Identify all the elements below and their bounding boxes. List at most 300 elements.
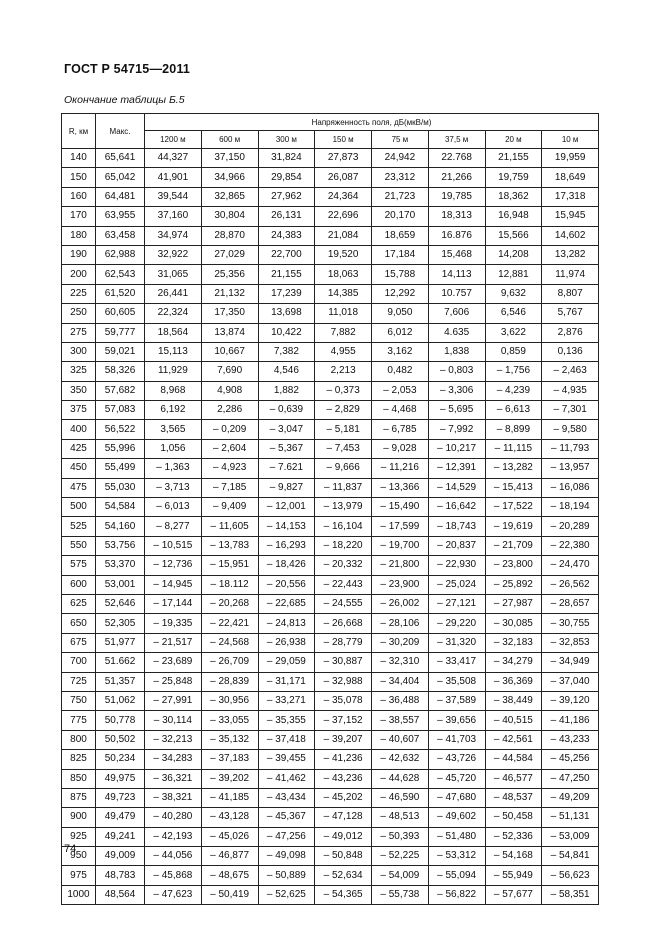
value-cell: – 41,703 <box>428 730 485 749</box>
value-cell: – 12,736 <box>145 556 202 575</box>
distance-cell: 925 <box>62 827 96 846</box>
distance-cell: 525 <box>62 517 96 536</box>
value-cell: – 28,106 <box>372 614 429 633</box>
value-cell: – 18.112 <box>201 575 258 594</box>
distance-cell: 250 <box>62 304 96 323</box>
max-value-cell: 61,520 <box>96 284 145 303</box>
value-cell: – 4,468 <box>372 401 429 420</box>
value-cell: 21,155 <box>258 265 315 284</box>
document-header: ГОСТ Р 54715—2011 <box>64 62 191 76</box>
table-row <box>62 207 599 226</box>
value-cell: – 50,393 <box>372 827 429 846</box>
value-cell: – 25,848 <box>145 672 202 691</box>
value-cell: 18,564 <box>145 323 202 342</box>
value-cell: – 1,756 <box>485 362 542 381</box>
value-cell: – 22,421 <box>201 614 258 633</box>
table-row <box>62 672 599 691</box>
distance-cell: 725 <box>62 672 96 691</box>
value-cell: – 51,480 <box>428 827 485 846</box>
value-cell: – 16,642 <box>428 498 485 517</box>
value-cell: 30,804 <box>201 207 258 226</box>
value-cell: – 44,628 <box>372 769 429 788</box>
value-cell: 28,870 <box>201 226 258 245</box>
value-cell: – 28,657 <box>542 594 599 613</box>
table-row <box>62 245 599 264</box>
value-cell: – 39,120 <box>542 691 599 710</box>
value-cell: – 47,256 <box>258 827 315 846</box>
max-value-cell: 65,042 <box>96 168 145 187</box>
value-cell: – 14,529 <box>428 478 485 497</box>
value-cell: 19,759 <box>485 168 542 187</box>
distance-cell: 325 <box>62 362 96 381</box>
value-cell: – 16,086 <box>542 478 599 497</box>
value-cell: – 20,268 <box>201 594 258 613</box>
value-cell: – 33,055 <box>201 711 258 730</box>
value-cell: 44,327 <box>145 149 202 168</box>
value-cell: 27,962 <box>258 187 315 206</box>
value-cell: – 22,380 <box>542 536 599 555</box>
table-row <box>62 750 599 769</box>
value-cell: – 49,602 <box>428 808 485 827</box>
value-cell: 14,113 <box>428 265 485 284</box>
value-cell: – 37,040 <box>542 672 599 691</box>
value-cell: 16.876 <box>428 226 485 245</box>
value-cell: – 28,839 <box>201 672 258 691</box>
table-row <box>62 187 599 206</box>
value-cell: – 53,312 <box>428 847 485 866</box>
value-cell: – 13,366 <box>372 478 429 497</box>
value-cell: – 23,689 <box>145 653 202 672</box>
value-cell: 14,385 <box>315 284 372 303</box>
value-cell: 22,696 <box>315 207 372 226</box>
value-cell: – 34,404 <box>372 672 429 691</box>
value-cell: – 13,957 <box>542 459 599 478</box>
value-cell: 15,788 <box>372 265 429 284</box>
value-cell: – 34,279 <box>485 653 542 672</box>
value-cell: – 30,085 <box>485 614 542 633</box>
value-cell: – 29,059 <box>258 653 315 672</box>
max-value-cell: 63,458 <box>96 226 145 245</box>
table-row <box>62 808 599 827</box>
table-row <box>62 691 599 710</box>
table-row <box>62 265 599 284</box>
value-cell: – 50,419 <box>201 885 258 904</box>
value-cell: 7,882 <box>315 323 372 342</box>
value-cell: – 45,868 <box>145 866 202 885</box>
value-cell: – 17,599 <box>372 517 429 536</box>
value-cell: – 35,508 <box>428 672 485 691</box>
max-value-cell: 59,777 <box>96 323 145 342</box>
value-cell: 31,824 <box>258 149 315 168</box>
table-row <box>62 594 599 613</box>
value-cell: 15,566 <box>485 226 542 245</box>
max-value-cell: 59,021 <box>96 342 145 361</box>
value-cell: – 32,213 <box>145 730 202 749</box>
value-cell: 22,324 <box>145 304 202 323</box>
value-cell: 18,649 <box>542 168 599 187</box>
distance-cell: 900 <box>62 808 96 827</box>
max-value-cell: 57,083 <box>96 401 145 420</box>
distance-cell: 750 <box>62 691 96 710</box>
value-cell: – 38,449 <box>485 691 542 710</box>
value-cell: – 42,193 <box>145 827 202 846</box>
value-cell: 41,901 <box>145 168 202 187</box>
value-cell: 17,184 <box>372 245 429 264</box>
value-cell: – 3,306 <box>428 381 485 400</box>
value-cell: – 47,623 <box>145 885 202 904</box>
value-cell: – 33,271 <box>258 691 315 710</box>
value-cell: – 36,488 <box>372 691 429 710</box>
distance-cell: 550 <box>62 536 96 555</box>
value-cell: – 33,417 <box>428 653 485 672</box>
value-cell: 25,356 <box>201 265 258 284</box>
max-value-cell: 54,160 <box>96 517 145 536</box>
value-cell: – 52,225 <box>372 847 429 866</box>
table-row <box>62 401 599 420</box>
value-cell: – 53,009 <box>542 827 599 846</box>
max-value-cell: 53,756 <box>96 536 145 555</box>
value-cell: – 44,584 <box>485 750 542 769</box>
value-cell: – 47,250 <box>542 769 599 788</box>
value-cell: 8,807 <box>542 284 599 303</box>
value-cell: – 38,557 <box>372 711 429 730</box>
value-cell: – 45,202 <box>315 788 372 807</box>
value-cell: – 43,726 <box>428 750 485 769</box>
max-value-cell: 53,001 <box>96 575 145 594</box>
value-cell: 21,084 <box>315 226 372 245</box>
table-row <box>62 362 599 381</box>
value-cell: 1,838 <box>428 342 485 361</box>
value-cell: – 49,098 <box>258 847 315 866</box>
value-cell: – 23,900 <box>372 575 429 594</box>
distance-cell: 950 <box>62 847 96 866</box>
value-cell: – 17,522 <box>485 498 542 517</box>
value-cell: – 14,153 <box>258 517 315 536</box>
value-cell: – 54,009 <box>372 866 429 885</box>
value-cell: – 5,181 <box>315 420 372 439</box>
table-row <box>62 769 599 788</box>
value-cell: 5,767 <box>542 304 599 323</box>
value-cell: 24,364 <box>315 187 372 206</box>
value-cell: 13,282 <box>542 245 599 264</box>
table-row <box>62 478 599 497</box>
table-row <box>62 342 599 361</box>
value-cell: 37,160 <box>145 207 202 226</box>
value-cell: – 24,813 <box>258 614 315 633</box>
value-cell: – 51,131 <box>542 808 599 827</box>
value-cell: – 19,700 <box>372 536 429 555</box>
value-cell: 19,520 <box>315 245 372 264</box>
value-cell: – 15,951 <box>201 556 258 575</box>
value-cell: – 45,026 <box>201 827 258 846</box>
value-cell: – 47,128 <box>315 808 372 827</box>
column-header-height: 37,5 м <box>428 131 485 149</box>
table-row <box>62 420 599 439</box>
value-cell: – 56,822 <box>428 885 485 904</box>
value-cell: 22.768 <box>428 149 485 168</box>
max-value-cell: 65,641 <box>96 149 145 168</box>
value-cell: – 3,713 <box>145 478 202 497</box>
value-cell: – 0,373 <box>315 381 372 400</box>
table-row <box>62 711 599 730</box>
value-cell: – 34,283 <box>145 750 202 769</box>
value-cell: – 37,152 <box>315 711 372 730</box>
value-cell: 3,565 <box>145 420 202 439</box>
value-cell: – 30,114 <box>145 711 202 730</box>
max-value-cell: 50,778 <box>96 711 145 730</box>
value-cell: – 7.621 <box>258 459 315 478</box>
table-row <box>62 168 599 187</box>
value-cell: 18,362 <box>485 187 542 206</box>
table-row <box>62 556 599 575</box>
value-cell: – 41,185 <box>201 788 258 807</box>
value-cell: – 54,365 <box>315 885 372 904</box>
value-cell: 26,131 <box>258 207 315 226</box>
value-cell: 21,723 <box>372 187 429 206</box>
max-value-cell: 52,305 <box>96 614 145 633</box>
distance-cell: 700 <box>62 653 96 672</box>
distance-cell: 625 <box>62 594 96 613</box>
value-cell: 4,908 <box>201 381 258 400</box>
value-cell: – 49,012 <box>315 827 372 846</box>
value-cell: 11,929 <box>145 362 202 381</box>
value-cell: 32,865 <box>201 187 258 206</box>
value-cell: – 2,829 <box>315 401 372 420</box>
value-cell: 26,087 <box>315 168 372 187</box>
value-cell: – 38,321 <box>145 788 202 807</box>
value-cell: 3,622 <box>485 323 542 342</box>
max-value-cell: 49,723 <box>96 788 145 807</box>
value-cell: – 27,121 <box>428 594 485 613</box>
max-value-cell: 56,522 <box>96 420 145 439</box>
value-cell: 7,382 <box>258 342 315 361</box>
value-cell: – 49,209 <box>542 788 599 807</box>
value-cell: – 10,217 <box>428 439 485 458</box>
value-cell: – 12,001 <box>258 498 315 517</box>
value-cell: – 2,463 <box>542 362 599 381</box>
value-cell: 13,874 <box>201 323 258 342</box>
max-value-cell: 63,955 <box>96 207 145 226</box>
table-row <box>62 633 599 652</box>
value-cell: – 14,945 <box>145 575 202 594</box>
table-row <box>62 653 599 672</box>
value-cell: – 55,738 <box>372 885 429 904</box>
value-cell: – 16,104 <box>315 517 372 536</box>
value-cell: – 26,709 <box>201 653 258 672</box>
distance-cell: 150 <box>62 168 96 187</box>
value-cell: – 19,335 <box>145 614 202 633</box>
table-row <box>62 730 599 749</box>
value-cell: – 0,639 <box>258 401 315 420</box>
value-cell: 21,266 <box>428 168 485 187</box>
value-cell: 34,974 <box>145 226 202 245</box>
value-cell: – 2,053 <box>372 381 429 400</box>
table-row <box>62 536 599 555</box>
value-cell: – 3,047 <box>258 420 315 439</box>
table-row <box>62 517 599 536</box>
value-cell: – 30,209 <box>372 633 429 652</box>
value-cell: 18,313 <box>428 207 485 226</box>
value-cell: 6,546 <box>485 304 542 323</box>
max-value-cell: 55,030 <box>96 478 145 497</box>
value-cell: 14,602 <box>542 226 599 245</box>
value-cell: – 41,186 <box>542 711 599 730</box>
max-value-cell: 62,988 <box>96 245 145 264</box>
table-row <box>62 614 599 633</box>
value-cell: 2,213 <box>315 362 372 381</box>
value-cell: – 55,949 <box>485 866 542 885</box>
distance-cell: 275 <box>62 323 96 342</box>
value-cell: – 24,470 <box>542 556 599 575</box>
value-cell: – 11,216 <box>372 459 429 478</box>
distance-cell: 180 <box>62 226 96 245</box>
value-cell: 19,785 <box>428 187 485 206</box>
value-cell: – 20,556 <box>258 575 315 594</box>
value-cell: – 27,991 <box>145 691 202 710</box>
value-cell: 2,876 <box>542 323 599 342</box>
max-value-cell: 51,357 <box>96 672 145 691</box>
distance-cell: 300 <box>62 342 96 361</box>
value-cell: 26,441 <box>145 284 202 303</box>
max-value-cell: 50,234 <box>96 750 145 769</box>
value-cell: 13,698 <box>258 304 315 323</box>
table-row <box>62 439 599 458</box>
value-cell: – 42,561 <box>485 730 542 749</box>
value-cell: – 20,837 <box>428 536 485 555</box>
value-cell: – 15,490 <box>372 498 429 517</box>
value-cell: – 4,239 <box>485 381 542 400</box>
value-cell: – 36,369 <box>485 672 542 691</box>
value-cell: – 6,785 <box>372 420 429 439</box>
value-cell: 12,881 <box>485 265 542 284</box>
value-cell: – 18,220 <box>315 536 372 555</box>
column-header-height: 300 м <box>258 131 315 149</box>
column-header-height: 600 м <box>201 131 258 149</box>
distance-cell: 675 <box>62 633 96 652</box>
value-cell: – 7,301 <box>542 401 599 420</box>
value-cell: 27,029 <box>201 245 258 264</box>
max-value-cell: 58,326 <box>96 362 145 381</box>
max-value-cell: 57,682 <box>96 381 145 400</box>
value-cell: 22,700 <box>258 245 315 264</box>
value-cell: – 23,800 <box>485 556 542 575</box>
table-row <box>62 226 599 245</box>
value-cell: – 24,555 <box>315 594 372 613</box>
value-cell: – 55,094 <box>428 866 485 885</box>
table-row <box>62 498 599 517</box>
value-cell: – 6,613 <box>485 401 542 420</box>
value-cell: 3,162 <box>372 342 429 361</box>
value-cell: – 31,320 <box>428 633 485 652</box>
max-value-cell: 55,499 <box>96 459 145 478</box>
value-cell: – 9,580 <box>542 420 599 439</box>
value-cell: 21,155 <box>485 149 542 168</box>
table-row <box>62 847 599 866</box>
value-cell: – 54,841 <box>542 847 599 866</box>
value-cell: – 15,413 <box>485 478 542 497</box>
max-value-cell: 51,977 <box>96 633 145 652</box>
column-header-max: Макс. <box>96 114 145 149</box>
value-cell: – 41,236 <box>315 750 372 769</box>
table-caption: Окончание таблицы Б.5 <box>64 94 185 106</box>
max-value-cell: 49,479 <box>96 808 145 827</box>
value-cell: – 44,056 <box>145 847 202 866</box>
value-cell: 9,632 <box>485 284 542 303</box>
value-cell: – 35,355 <box>258 711 315 730</box>
max-value-cell: 51,062 <box>96 691 145 710</box>
distance-cell: 160 <box>62 187 96 206</box>
value-cell: – 22,930 <box>428 556 485 575</box>
value-cell: – 1,363 <box>145 459 202 478</box>
value-cell: – 45,367 <box>258 808 315 827</box>
value-cell: – 10,515 <box>145 536 202 555</box>
value-cell: – 8,899 <box>485 420 542 439</box>
value-cell: – 35,078 <box>315 691 372 710</box>
value-cell: – 25,024 <box>428 575 485 594</box>
value-cell: – 25,892 <box>485 575 542 594</box>
column-header-height: 1200 м <box>145 131 202 149</box>
value-cell: 7,690 <box>201 362 258 381</box>
max-value-cell: 49,009 <box>96 847 145 866</box>
value-cell: – 34,949 <box>542 653 599 672</box>
value-cell: – 18,426 <box>258 556 315 575</box>
value-cell: – 41,462 <box>258 769 315 788</box>
value-cell: – 37,183 <box>201 750 258 769</box>
value-cell: – 48,537 <box>485 788 542 807</box>
value-cell: – 42,632 <box>372 750 429 769</box>
value-cell: – 22,685 <box>258 594 315 613</box>
value-cell: – 50,889 <box>258 866 315 885</box>
value-cell: – 43,233 <box>542 730 599 749</box>
column-header-distance: R, км <box>62 114 96 149</box>
distance-cell: 350 <box>62 381 96 400</box>
value-cell: – 31,171 <box>258 672 315 691</box>
value-cell: – 54,168 <box>485 847 542 866</box>
value-cell: – 13,282 <box>485 459 542 478</box>
distance-cell: 650 <box>62 614 96 633</box>
value-cell: 27,873 <box>315 149 372 168</box>
value-cell: – 12,391 <box>428 459 485 478</box>
value-cell: 4,546 <box>258 362 315 381</box>
value-cell: 1,056 <box>145 439 202 458</box>
value-cell: 15,113 <box>145 342 202 361</box>
value-cell: 19,959 <box>542 149 599 168</box>
value-cell: – 47,680 <box>428 788 485 807</box>
value-cell: – 57,677 <box>485 885 542 904</box>
value-cell: 20,170 <box>372 207 429 226</box>
value-cell: – 26,668 <box>315 614 372 633</box>
value-cell: – 7,992 <box>428 420 485 439</box>
table-row <box>62 284 599 303</box>
value-cell: – 46,590 <box>372 788 429 807</box>
value-cell: – 52,625 <box>258 885 315 904</box>
value-cell: – 52,634 <box>315 866 372 885</box>
value-cell: – 9,409 <box>201 498 258 517</box>
value-cell: – 7,453 <box>315 439 372 458</box>
value-cell: 0,859 <box>485 342 542 361</box>
value-cell: – 28,779 <box>315 633 372 652</box>
value-cell: 17,239 <box>258 284 315 303</box>
max-value-cell: 60,605 <box>96 304 145 323</box>
max-value-cell: 51.662 <box>96 653 145 672</box>
value-cell: 15,468 <box>428 245 485 264</box>
max-value-cell: 52,646 <box>96 594 145 613</box>
value-cell: – 22,443 <box>315 575 372 594</box>
distance-cell: 825 <box>62 750 96 769</box>
value-cell: – 8,277 <box>145 517 202 536</box>
value-cell: – 37,418 <box>258 730 315 749</box>
value-cell: 29,854 <box>258 168 315 187</box>
